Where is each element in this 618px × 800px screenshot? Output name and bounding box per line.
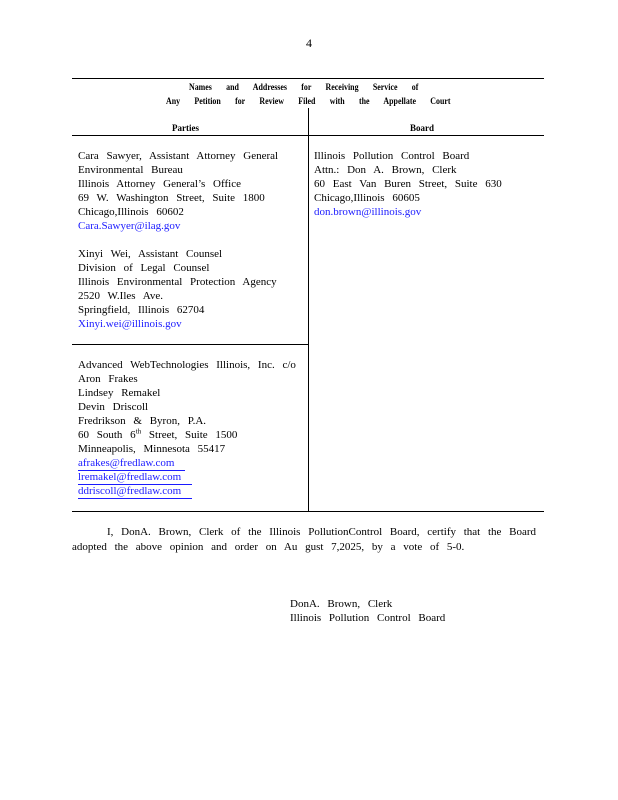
board-email-link[interactable]: don.brown@illinois.gov: [314, 206, 422, 218]
party-street: 60 South 6th Street, Suite 1500: [78, 427, 238, 441]
party-city: Chicago,Illinois 60602: [78, 206, 184, 218]
certification-line1: I, DonA. Brown, Clerk of the Illinois PollutionControl Board, certify that the Board: [107, 526, 537, 538]
board-city: Chicago,Illinois 60605: [314, 192, 420, 204]
party-contact: Lindsey Remakel: [78, 387, 161, 399]
party-email-link[interactable]: lremakel@fredlaw.com: [78, 470, 192, 485]
party-email-link[interactable]: ddriscoll@fredlaw.com: [78, 484, 192, 499]
party-address-block: [78, 247, 277, 331]
parties-divider-rule: [72, 344, 308, 345]
column-header-board: Board: [410, 123, 435, 133]
party-address-block: [78, 149, 278, 233]
signature-org: Illinois Pollution Control Board: [290, 612, 446, 624]
party-name: Xinyi Wei, Assistant Counsel: [78, 248, 223, 260]
certification-line2: adopted the above opinion and order on Au gust 7,2025, by a vote of 5-0.: [72, 541, 465, 553]
party-city: Springfield, Illinois 62704: [78, 304, 205, 316]
signature-name: DonA. Brown, Clerk: [290, 598, 393, 610]
party-name: Advanced WebTechnologies Illinois, Inc. c/o: [78, 359, 296, 371]
column-divider: [308, 108, 309, 511]
page-number: 4: [306, 36, 312, 50]
column-header-parties: Parties: [172, 123, 199, 133]
party-department: Division of Legal Counsel: [78, 262, 210, 274]
table-bottom-rule: [72, 511, 544, 512]
party-contact: Aron Frakes: [78, 373, 138, 385]
party-email-link[interactable]: Xinyi.wei@illinois.gov: [78, 318, 182, 330]
table-header-line2: Any Petition for Review Filed with the Appellate Court: [166, 96, 451, 106]
party-name: Cara Sawyer, Assistant Attorney General: [78, 150, 279, 162]
party-street: 2520 W.Iles Ave.: [78, 290, 163, 302]
table-header-line1: Names and Addresses for Receiving Service of: [189, 82, 419, 92]
board-attn: Attn.: Don A. Brown, Clerk: [314, 164, 457, 176]
party-office: Illinois Environmental Protection Agency: [78, 276, 277, 288]
board-street: 60 East Van Buren Street, Suite 630: [314, 178, 502, 190]
board-address-block: [314, 149, 502, 219]
party-contact: Devin Driscoll: [78, 401, 149, 413]
party-office: Illinois Attorney General’s Office: [78, 178, 241, 190]
party-city: Minneapolis, Minnesota 55417: [78, 443, 226, 455]
party-firm: Fredrikson & Byron, P.A.: [78, 415, 207, 427]
table-top-rule: [72, 78, 544, 79]
party-email-link[interactable]: afrakes@fredlaw.com: [78, 456, 185, 471]
board-name: Illinois Pollution Control Board: [314, 150, 470, 162]
party-email-link[interactable]: Cara.Sawyer@ilag.gov: [78, 220, 181, 232]
party-address-block: [78, 358, 296, 498]
party-street: 69 W. Washington Street, Suite 1800: [78, 192, 265, 204]
party-department: Environmental Bureau: [78, 164, 183, 176]
